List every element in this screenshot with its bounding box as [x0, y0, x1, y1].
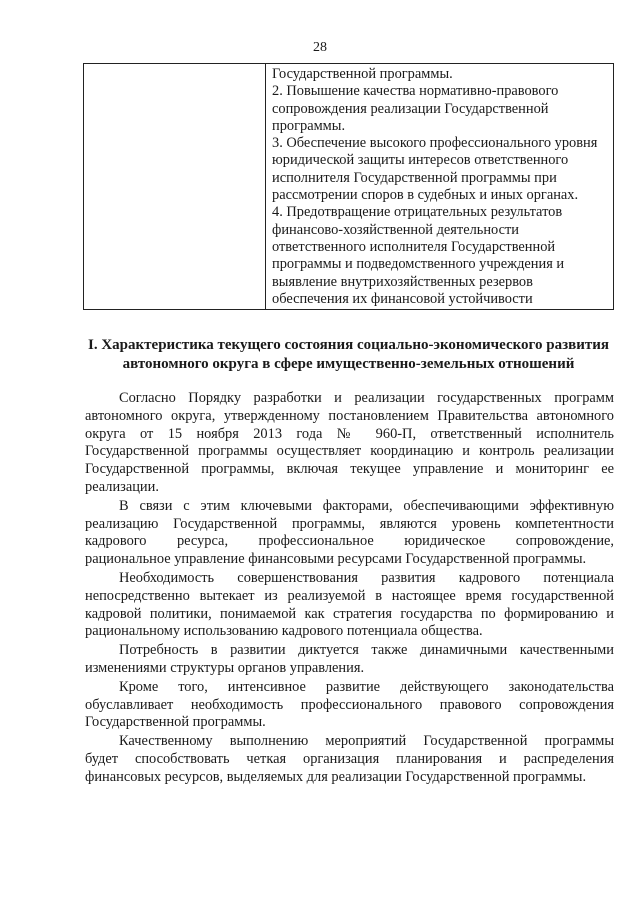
paragraph-line: будет способствовать четкая организация планирования и распределения [85, 750, 614, 767]
paragraph-line: Необходимость совершенствования развития кадрового потенциала [119, 569, 614, 586]
table-right-cell [266, 64, 613, 309]
paragraph-line: Качественному выполнению мероприятий Государственной программы [119, 733, 614, 750]
table-cell-line: 3. Обеспечение высокого профессионального уровня [272, 135, 598, 152]
table-cell-line: программы. [272, 117, 346, 134]
table-cell-line: 4. Предотвращение отрицательных результатов [272, 204, 563, 221]
paragraph-line: кадрового ресурса, профессиональное юридическое сопровождение, [85, 533, 614, 550]
table-cell-line: рассмотрении споров в судебных и иных органах. [272, 187, 579, 204]
table-cell-line: обеспечения их финансовой устойчивости [272, 290, 533, 307]
table-cell-line: исполнителя Государственной программы при [272, 169, 557, 186]
paragraph-line: непосредственно вытекает из реализуемой в настоящее время государственной [85, 587, 614, 604]
table-cell-line: финансово-хозяйственной деятельности [272, 221, 519, 238]
paragraph [85, 642, 614, 678]
paragraph [85, 679, 614, 732]
table-cell-line: сопровождения реализации Государственной [272, 100, 549, 117]
paragraph-line: реализацию Государственной программы, являются уровень компетентности [85, 515, 614, 532]
paragraph-line: Государственной программы осуществляет координацию и контроль реализации [85, 443, 614, 460]
paragraph-line: Согласно Порядку разработки и реализации государственных программ [119, 390, 614, 406]
section-heading-line: автономного округа в сфере имущественно-земельных отношений [122, 356, 575, 372]
table-cell-line: программы и подведомственного учреждения и [272, 256, 565, 273]
paragraph-line: обуславливает необходимость профессионального правового сопровождения [85, 696, 614, 713]
paragraph-line: кадровой политики, понимаемой как стратегия государства по формированию и [85, 605, 614, 622]
paragraph-line: округа от 15 ноября 2013 года № 960-П, ответственный исполнитель [85, 425, 614, 442]
paragraph [85, 570, 614, 641]
table-cell-line: Государственной программы. [272, 66, 453, 82]
paragraph [85, 390, 614, 497]
paragraph-line: Государственной программы. [85, 714, 266, 731]
paragraph-line: рациональному использованию кадрового потенциала общества. [85, 623, 483, 640]
table-cell-line: выявление внутрихозяйственных резервов [272, 273, 533, 290]
table-left-cell [84, 64, 266, 309]
body-text [85, 390, 614, 788]
continuation-table [83, 63, 614, 310]
paragraph [85, 498, 614, 569]
paragraph-line: Государственной программы, включая текущее управление и мониторинг ее [85, 461, 614, 478]
page-number: 28 [313, 40, 327, 55]
table-cell-line: 2. Повышение качества нормативно-правового [272, 83, 559, 100]
paragraph-line: В связи с этим ключевыми факторами, обеспечивающими эффективную [119, 497, 614, 514]
paragraph-line: финансовых ресурсов, выделяемых для реализации Государственной программы. [85, 768, 587, 785]
paragraph-line: автономного округа, утвержденному постановлением Правительства автономного [85, 407, 614, 424]
table-cell-line: юридической защиты интересов ответственного [272, 152, 569, 169]
paragraph-line: рациональное управление финансовыми ресурсами Государственной программы. [85, 551, 587, 568]
section-heading [83, 336, 614, 374]
paragraph-line: Кроме того, интенсивное развитие действующего законодательства [119, 678, 614, 695]
paragraph-line: Потребность в развитии диктуется также динамичными качественными [119, 642, 614, 659]
table-cell-line: ответственного исполнителя Государственной [272, 238, 556, 255]
paragraph [85, 733, 614, 786]
paragraph-line: изменениями структуры органов управления. [85, 659, 365, 676]
section-heading-line: I. Характеристика текущего состояния социально-экономического развития [88, 337, 609, 353]
paragraph-line: реализации. [85, 478, 159, 495]
